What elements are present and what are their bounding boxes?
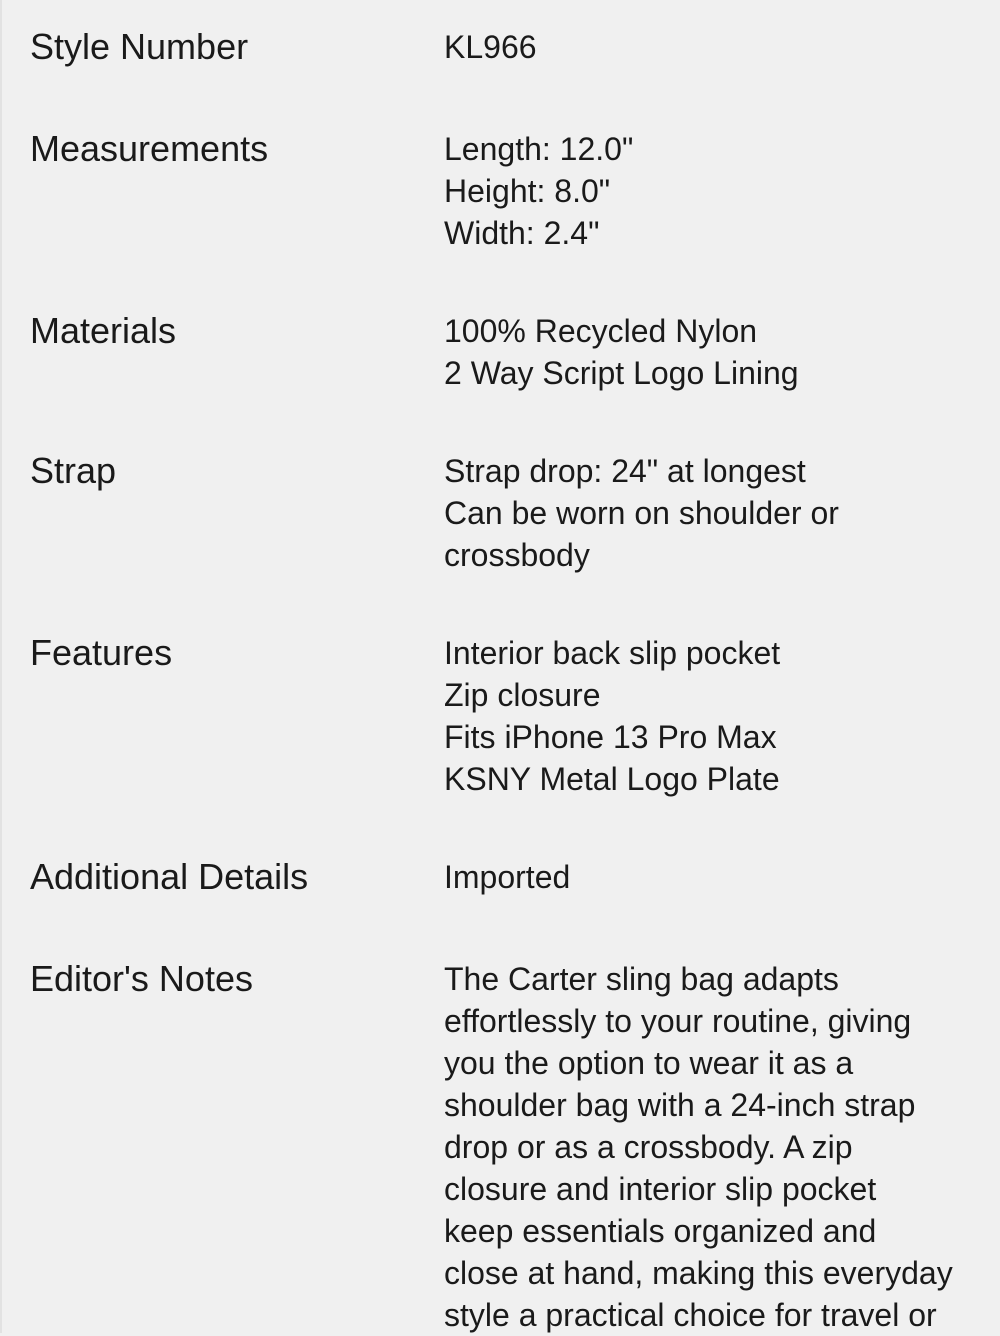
spec-label: Materials (30, 310, 177, 351)
spec-value-line: crossbody (444, 537, 590, 573)
spec-value-line: effortlessly to your routine, giving (444, 1003, 912, 1039)
spec-value-line: Fits iPhone 13 Pro Max (444, 719, 777, 755)
spec-value-line: Strap drop: 24" at longest (444, 453, 806, 489)
spec-label: Measurements (30, 128, 269, 169)
spec-value (444, 856, 984, 898)
spec-value (444, 450, 984, 576)
spec-value-line: The Carter sling bag adapts (444, 961, 839, 997)
spec-label: Style Number (30, 26, 249, 67)
spec-value-line: Height: 8.0" (444, 173, 611, 209)
spec-value-line: Interior back slip pocket (444, 635, 781, 671)
spec-value-line: Width: 2.4" (444, 215, 600, 251)
spec-value-line: style a practical choice for travel or (444, 1297, 937, 1333)
spec-value-line: 100% Recycled Nylon (444, 313, 758, 349)
spec-value-line: Zip closure (444, 677, 601, 713)
spec-value (444, 128, 984, 254)
spec-value-line: close at hand, making this everyday (444, 1255, 953, 1291)
spec-label: Features (30, 632, 173, 673)
spec-label: Editor's Notes (30, 958, 253, 999)
spec-value-line: Can be worn on shoulder or (444, 495, 839, 531)
spec-value-line: Imported (444, 859, 571, 895)
spec-value-line: KL966 (444, 29, 537, 65)
left-edge-divider (0, 0, 2, 1333)
spec-label: Strap (30, 450, 117, 491)
spec-value-line: Length: 12.0" (444, 131, 634, 167)
spec-value-line: drop or as a crossbody. A zip (444, 1129, 853, 1165)
spec-value-line: keep essentials organized and (444, 1213, 877, 1249)
spec-label: Additional Details (30, 856, 309, 897)
spec-value (444, 632, 984, 800)
spec-value-line: KSNY Metal Logo Plate (444, 761, 780, 797)
spec-value-line: closure and interior slip pocket (444, 1171, 877, 1207)
spec-value (444, 26, 984, 68)
spec-value-line: 2 Way Script Logo Lining (444, 355, 799, 391)
spec-value-line: shoulder bag with a 24-inch strap (444, 1087, 916, 1123)
spec-value-line: you the option to wear it as a (444, 1045, 854, 1081)
spec-value (444, 310, 984, 394)
spec-value (444, 958, 984, 1336)
